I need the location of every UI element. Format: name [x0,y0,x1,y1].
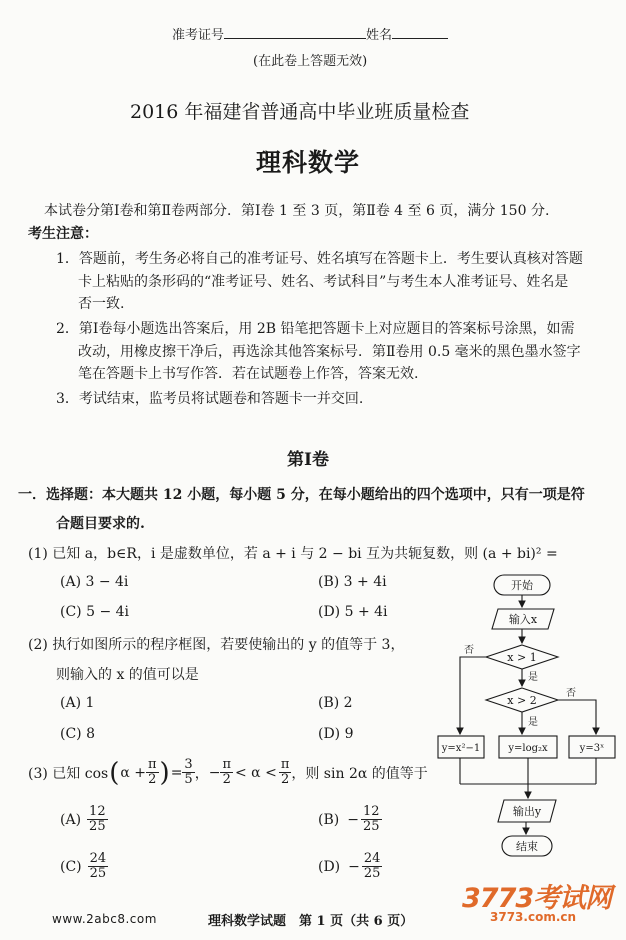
q1-option-b: (B) 3 + 4i [318,574,387,590]
exam-id-blank [224,25,366,39]
q3-pi-over-2: $\frac{\pi}{2}$ [147,757,157,787]
note-2: 2．第Ⅰ卷每小题选出答案后，用 2B 铅笔把答题卡上对应题目的答案标号涂黑，如需 改动，用橡皮擦干净后，再选涂其他答案标号．第Ⅱ卷用 0.5 毫米的黑色墨水签字 笔在答题卡上书写作答．若在试题卷上作答，答案无效. [56,321,581,382]
q3-option-c: (C) $\frac{24}{25}$ [60,851,107,881]
section-title: 第Ⅰ卷 [287,450,329,470]
footer-page-number: 理科数学试题 第 1 页（共 6 页） [208,914,414,929]
flow-yes2-label: 是 [528,717,538,728]
exam-id-label: 准考证号 [172,28,225,43]
flow-input-label: 输入x [508,613,538,626]
q1-option-c: (C) 5 − 4i [60,604,130,620]
q1-option-d: (D) 5 + 4i [318,604,388,620]
flow-box-left-label: y=x²−1 [441,743,481,754]
intro-text: 本试卷分第Ⅰ卷和第Ⅱ卷两部分．第Ⅰ卷 1 至 3 页，第Ⅱ卷 4 至 6 页，满分 150 分. [44,203,550,219]
flow-cond1-label: x > 1 [507,651,537,664]
q2-option-c: (C) 8 [60,726,95,742]
footer-website: www.2abc8.com [52,912,157,926]
watermark-logo: 3773考试网 [462,883,612,914]
q3-stem: (3) 已知 cos ( α + $\frac{\pi}{2}$ ) = $\frac{3}{5}$ ， − $\frac{\pi}{2}$ < α < $\frac{\pi}{2}$ ，则 sin 2α 的值等于 [28,757,428,788]
exam-id-line [172,24,448,43]
name-blank [392,25,448,39]
note-3: 3．考试结束，监考员将试题卷和答题卡一并交回. [56,391,364,407]
note-1: 1．答题前，考生务必将自己的准考证号、姓名填写在答题卡上．考生要认真核对答题 卡上粘贴的条形码的“准考证号、姓名、考试科目”与考生本人准考证号、姓名是 否一致. [56,251,583,312]
q3-option-a: (A) $\frac{12}{25}$ [60,804,106,834]
watermark-url: 3773.com.cn [490,910,577,924]
notes-title: 考生注意： [28,226,98,242]
flow-no2-label: 否 [566,688,576,699]
flow-no1-label: 否 [464,645,474,656]
q1-option-a: (A) 3 − 4i [60,574,129,590]
q2-option-d: (D) 9 [318,726,354,742]
flow-end-label: 结束 [516,840,538,853]
flow-output-label: 输出y [512,805,542,818]
invalid-note: (在此卷上答题无效) [253,54,368,69]
q2-option-b: (B) 2 [318,695,353,711]
part1-line1: 一．选择题：本大题共 12 小题，每小题 5 分，在每小题给出的四个选项中，只有一项是符 [18,487,585,503]
q3-option-d: (D) − $\frac{24}{25}$ [318,851,381,881]
q2-stem-line2: 则输入的 x 的值可以是 [56,667,199,683]
flow-box-mid-label: y=log₂x [508,743,548,754]
part1-line2: 合题目要求的. [56,516,145,532]
name-label: 姓名 [366,28,393,43]
q3-three-fifths: $\frac{3}{5}$ [184,757,193,787]
q1-stem: (1) 已知 a，b∈R，i 是虚数单位，若 a + i 与 2 − bi 互为共轭复数，则 (a + bi)² = [28,546,558,562]
q2-stem-line1: (2) 执行如图所示的程序框图，若要使输出的 y 的值等于 3， [28,637,405,653]
flowchart [432,570,626,860]
page-title: 2016 年福建省普通高中毕业班质量检查 [130,101,470,123]
flow-yes1-label: 是 [528,672,538,683]
q2-option-a: (A) 1 [60,695,95,711]
q3-option-b: (B) − $\frac{12}{25}$ [318,804,380,834]
flow-box-right-label: y=3ˣ [579,743,605,754]
subject-title: 理科数学 [256,148,361,177]
flow-start-label: 开始 [511,579,533,592]
flow-cond2-label: x > 2 [507,694,537,707]
